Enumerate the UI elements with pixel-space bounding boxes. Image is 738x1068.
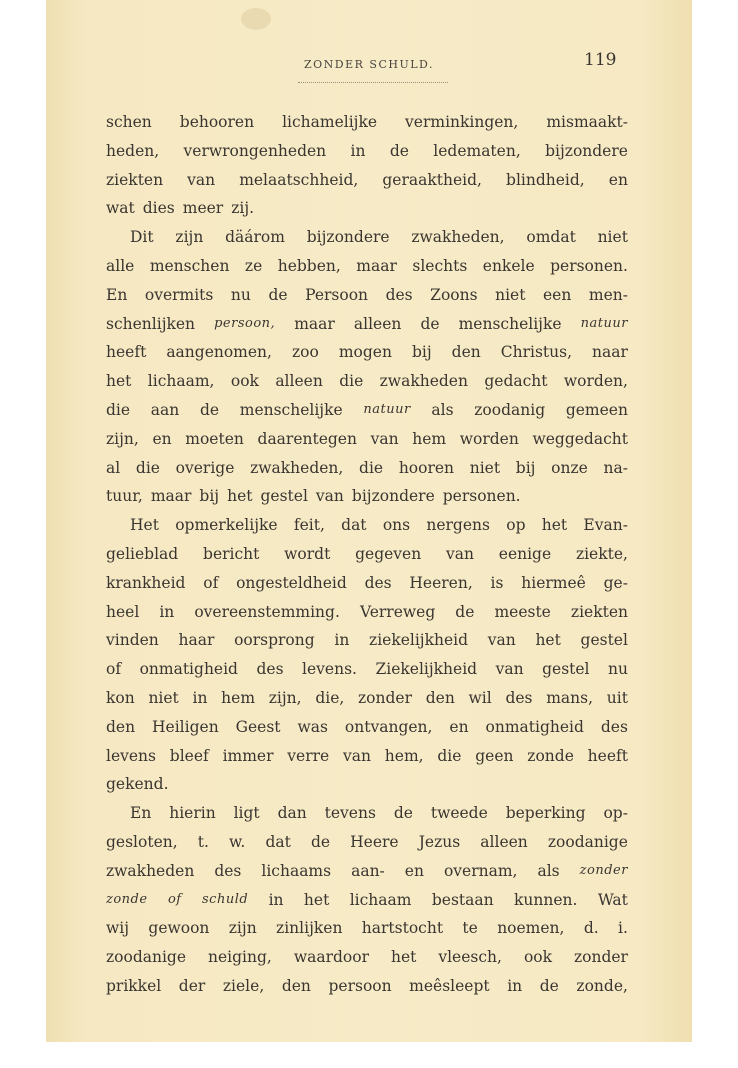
word: moeten <box>185 429 244 448</box>
word: in <box>268 890 284 909</box>
word: krankheid <box>106 573 186 592</box>
word: personen. <box>442 487 521 506</box>
word: levens <box>106 746 156 765</box>
word: zonder <box>579 862 628 878</box>
word: persoon, <box>214 315 276 331</box>
word: Christus, <box>500 343 573 362</box>
word: geraaktheid, <box>382 170 482 189</box>
word: bericht <box>203 544 260 563</box>
text-line <box>106 511 628 540</box>
word: zwakheden <box>379 372 468 391</box>
word: zij. <box>231 199 255 218</box>
word: die <box>135 458 160 477</box>
word: ligt <box>233 804 260 823</box>
word: de <box>199 400 220 419</box>
word: zoodanige <box>547 832 628 851</box>
word: mogen <box>338 343 392 362</box>
word: Dit <box>130 228 154 247</box>
word: den <box>281 976 311 995</box>
word: van <box>446 544 474 563</box>
word: däárom <box>225 228 285 247</box>
word: Het <box>130 516 159 535</box>
word: bijzondere <box>545 141 628 160</box>
word: niet <box>597 228 628 247</box>
word: al <box>106 458 121 477</box>
word: nergens <box>426 516 490 535</box>
text-line <box>106 857 628 886</box>
word: meêsleept <box>409 976 490 995</box>
word: in <box>159 602 175 621</box>
word: gestel <box>260 487 308 506</box>
word: die <box>437 746 462 765</box>
word: Verreweg <box>359 602 436 621</box>
word: een <box>542 285 572 304</box>
word: wij <box>106 919 130 938</box>
word: enkele <box>482 256 535 275</box>
word: verwrongenheden <box>183 141 327 160</box>
word: aan- <box>351 861 385 880</box>
word: zwakheden, <box>250 458 344 477</box>
text-line <box>106 598 628 627</box>
word: ook <box>230 372 259 391</box>
page-number: 119 <box>584 50 617 70</box>
word: alle <box>106 256 135 275</box>
word: lichaam, <box>147 372 215 391</box>
word: zoodanige <box>106 948 187 967</box>
word: lichaams <box>261 861 332 880</box>
word: hooren <box>398 458 455 477</box>
word: bleef <box>169 746 209 765</box>
word: de <box>268 285 288 304</box>
text-line <box>106 828 628 857</box>
word: immer <box>222 746 274 765</box>
word: hem <box>221 688 256 707</box>
word: des <box>256 660 284 679</box>
word: na- <box>603 458 628 477</box>
word: der <box>178 976 206 995</box>
word: zijn, <box>268 688 302 707</box>
word: hiermeê <box>521 573 586 592</box>
text-line <box>106 972 628 1001</box>
word: Heere <box>350 832 399 851</box>
word: ziekten <box>106 170 164 189</box>
word: eenige <box>498 544 552 563</box>
word: dat <box>341 516 367 535</box>
word: en <box>152 429 172 448</box>
text-line <box>106 655 628 684</box>
word: in <box>350 141 366 160</box>
word: ziekte, <box>575 544 628 563</box>
word: zinlijken <box>276 919 343 938</box>
word: Persoon <box>305 285 369 304</box>
word: heeft <box>106 343 147 362</box>
word: prikkel <box>106 976 162 995</box>
word: levens. <box>302 660 357 679</box>
word: den <box>425 688 455 707</box>
word: ziekten <box>570 602 628 621</box>
word: of <box>167 891 182 907</box>
word: is <box>490 573 504 592</box>
word: zwakheden, <box>411 228 505 247</box>
word: Evan- <box>583 516 628 535</box>
text-line <box>106 166 628 195</box>
word: omdat <box>526 228 576 247</box>
word: ze <box>244 256 263 275</box>
paper-stain <box>241 8 271 30</box>
text-line <box>106 223 628 252</box>
word: hem, <box>384 746 424 765</box>
word: ziekelijkheid <box>369 631 469 650</box>
text-line <box>106 914 628 943</box>
word: kon <box>106 688 135 707</box>
word: personen. <box>550 256 628 275</box>
word: in <box>507 976 523 995</box>
word: naar <box>592 343 628 362</box>
word: niet <box>495 285 526 304</box>
word: Heeren, <box>409 573 473 592</box>
word: gelieblad <box>106 544 179 563</box>
word: En <box>130 804 152 823</box>
text-line <box>106 482 628 511</box>
word: des <box>600 717 628 736</box>
word: Geest <box>235 717 281 736</box>
word: overige <box>175 458 235 477</box>
word: gegeven <box>355 544 422 563</box>
word: zonder <box>573 948 628 967</box>
word: tweede <box>430 804 488 823</box>
word: van <box>370 429 399 448</box>
text-line <box>106 252 628 281</box>
word: Jezus <box>418 832 461 851</box>
word: natuur <box>580 315 628 331</box>
word: het <box>535 631 561 650</box>
word: bijzondere <box>351 487 435 506</box>
word: de <box>455 602 475 621</box>
word: het <box>390 948 417 967</box>
text-line <box>106 770 628 799</box>
text-line <box>106 799 628 828</box>
word: des <box>364 573 392 592</box>
word: oorsprong <box>234 631 315 650</box>
word: nu <box>230 285 251 304</box>
word: op <box>506 516 526 535</box>
word: gedacht <box>484 372 548 391</box>
word: bijzondere <box>306 228 390 247</box>
word: hebben, <box>277 256 341 275</box>
word: verminkingen, <box>405 113 519 131</box>
word: blindheid, <box>506 170 585 189</box>
word: meeste <box>494 602 551 621</box>
word: zijn <box>175 228 204 247</box>
word: wordt <box>284 544 331 563</box>
header-rule <box>298 82 448 83</box>
text-line <box>106 713 628 742</box>
word: noemen, <box>497 919 565 938</box>
word: bij <box>411 343 432 362</box>
word: overeenstemming. <box>194 602 340 621</box>
word: d. <box>583 919 599 938</box>
word: in <box>334 631 350 650</box>
word: maar <box>150 487 192 506</box>
word: gemeen <box>565 400 628 419</box>
word: ontvangen, <box>344 717 433 736</box>
word: w. <box>229 832 246 851</box>
word: zonder <box>358 688 413 707</box>
word: van <box>495 660 524 679</box>
word: van <box>315 487 344 506</box>
word: op- <box>603 804 628 823</box>
word: schenlijken <box>106 314 196 333</box>
word: wil <box>468 688 492 707</box>
word: dies <box>142 199 175 218</box>
word: ongesteldheid <box>236 573 347 592</box>
word: hierin <box>169 804 216 823</box>
word: niet <box>148 688 179 707</box>
word: onmatigheid <box>485 717 584 736</box>
text-line <box>106 281 628 310</box>
word: mans, <box>546 688 594 707</box>
word: ook <box>523 948 552 967</box>
word: haar <box>178 631 215 650</box>
word: onze <box>551 458 588 477</box>
word: van <box>487 631 516 650</box>
word: worden, <box>563 372 628 391</box>
word: ledematen, <box>433 141 521 160</box>
word: vinden <box>106 631 159 650</box>
word: dan <box>277 804 307 823</box>
word: mismaakt- <box>546 113 628 131</box>
word: bij <box>199 487 220 506</box>
word: slechts <box>412 256 468 275</box>
word: melaatschheid, <box>239 170 359 189</box>
word: geen <box>475 746 514 765</box>
word: hem <box>412 429 447 448</box>
word: dat <box>265 832 291 851</box>
word: te <box>462 919 478 938</box>
word: die <box>339 372 364 391</box>
word: aangenomen, <box>166 343 272 362</box>
text-line <box>106 396 628 425</box>
word: die, <box>315 688 345 707</box>
word: den <box>106 717 136 736</box>
word: t. <box>197 832 209 851</box>
word: En <box>106 285 128 304</box>
text-line <box>106 338 628 367</box>
word: schuld <box>202 891 249 907</box>
word: zoodanig <box>474 400 546 419</box>
word: persoon <box>328 976 392 995</box>
word: de <box>310 832 331 851</box>
word: ons <box>382 516 411 535</box>
word: des <box>214 861 242 880</box>
word: en <box>449 717 469 736</box>
word: worden <box>459 429 519 448</box>
word: en <box>404 861 424 880</box>
word: of <box>203 573 219 592</box>
word: feit, <box>293 516 325 535</box>
word: gekend. <box>106 775 169 794</box>
word: gesloten, <box>106 832 178 851</box>
word: de <box>539 976 559 995</box>
word: die <box>359 458 384 477</box>
word: beperking <box>505 804 586 823</box>
word: of <box>106 660 122 679</box>
text-line <box>106 886 628 915</box>
body-text <box>106 108 628 1001</box>
word: gestel <box>580 631 628 650</box>
word: nu <box>608 660 628 679</box>
word: van <box>343 746 371 765</box>
word: maar <box>294 314 335 333</box>
word: men- <box>588 285 628 304</box>
word: meer <box>182 199 224 218</box>
word: wat <box>106 199 135 218</box>
word: lichaam <box>349 890 412 909</box>
word: zonde <box>527 746 574 765</box>
word: Zoons <box>430 285 478 304</box>
word: menschen <box>149 256 230 275</box>
text-line <box>106 742 628 771</box>
word: natuur <box>363 401 411 417</box>
text-line <box>106 194 628 223</box>
word: als <box>537 861 560 880</box>
word: van <box>187 170 216 189</box>
word: vleesch, <box>438 948 502 967</box>
word: ge- <box>603 573 628 592</box>
word: als <box>431 400 454 419</box>
text-line <box>106 137 628 166</box>
word: Ziekelijkheid <box>375 660 478 679</box>
text-line <box>106 540 628 569</box>
word: hartstocht <box>361 919 444 938</box>
word: bij <box>515 458 536 477</box>
word: Wat <box>597 890 628 909</box>
word: heeft <box>587 746 628 765</box>
word: het <box>303 890 330 909</box>
word: zijn, <box>106 429 139 448</box>
word: en <box>608 170 628 189</box>
word: neiging, <box>208 948 272 967</box>
text-line <box>106 626 628 655</box>
word: menschelijke <box>239 400 343 419</box>
word: schen <box>106 113 152 131</box>
word: zijn <box>228 919 257 938</box>
word: het <box>106 372 132 391</box>
word: verre <box>287 746 330 765</box>
word: het <box>541 516 568 535</box>
word: zonde, <box>576 976 628 995</box>
word: het <box>227 487 253 506</box>
text-line <box>106 454 628 483</box>
text-line <box>106 569 628 598</box>
word: weggedacht <box>532 429 628 448</box>
word: bestaan <box>431 890 494 909</box>
word: den <box>451 343 481 362</box>
word: was <box>297 717 328 736</box>
word: overnam, <box>443 861 518 880</box>
word: zwakheden <box>106 861 195 880</box>
word: heel <box>106 602 140 621</box>
word: gestel <box>542 660 590 679</box>
word: niet <box>469 458 501 477</box>
word: aan <box>150 400 180 419</box>
word: de <box>389 141 409 160</box>
word: ziele, <box>222 976 265 995</box>
word: lichamelijke <box>282 113 378 131</box>
word: opmerkelijke <box>175 516 278 535</box>
word: de <box>393 804 413 823</box>
word: heden, <box>106 141 160 160</box>
running-title: ZONDER SCHULD. <box>304 58 434 71</box>
word: maar <box>356 256 397 275</box>
word: des <box>385 285 413 304</box>
word: alleen <box>353 314 402 333</box>
word: in <box>192 688 208 707</box>
book-page <box>46 0 692 1042</box>
word: tuur, <box>106 487 143 506</box>
text-line <box>106 684 628 713</box>
text-line <box>106 310 628 339</box>
word: gewoon <box>148 919 210 938</box>
word: alleen <box>275 372 323 391</box>
text-line <box>106 943 628 972</box>
word: uit <box>606 688 628 707</box>
word: kunnen. <box>514 890 578 909</box>
word: zonde <box>106 891 148 907</box>
text-line <box>106 367 628 396</box>
word: des <box>505 688 533 707</box>
word: tevens <box>324 804 376 823</box>
word: die <box>106 400 131 419</box>
word: behooren <box>179 113 255 131</box>
word: onmatigheid <box>139 660 238 679</box>
word: de <box>420 314 440 333</box>
word: menschelijke <box>458 314 562 333</box>
word: waardoor <box>293 948 369 967</box>
word: overmits <box>144 285 214 304</box>
word: alleen <box>480 832 528 851</box>
text-line <box>106 425 628 454</box>
word: i. <box>618 919 628 938</box>
word: zoo <box>291 343 319 362</box>
word: daarentegen <box>257 429 357 448</box>
word: Heiligen <box>152 717 219 736</box>
text-line <box>106 108 628 137</box>
